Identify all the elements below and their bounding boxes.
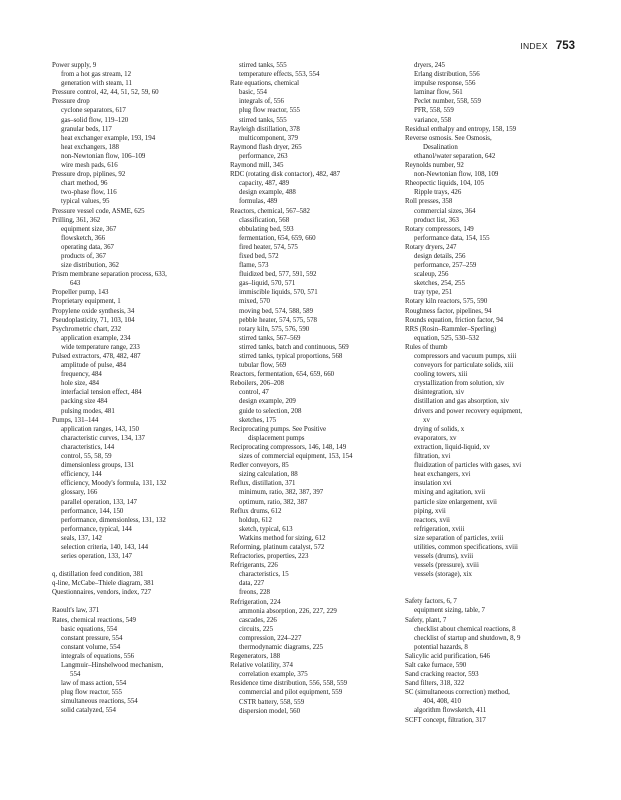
index-subentry: heat exchanger example, 193, 194	[61, 134, 156, 142]
index-subentry: simultaneous reactions, 554	[61, 698, 138, 706]
index-entry: Rates, chemical reactions, 549	[52, 616, 136, 624]
index-subentry: cyclone separators, 617	[61, 107, 126, 115]
index-subentry: holdup, 612	[239, 516, 272, 524]
index-subentry: cooling towers, xiii	[414, 371, 468, 379]
index-subentry: crystallization from solution, xiv	[414, 380, 505, 388]
index-subentry: plug flow reactor, 555	[239, 107, 300, 115]
index-subentry: design example, 209	[239, 398, 296, 406]
index-subentry: performance, dimensionless, 131, 132	[61, 516, 166, 524]
index-entry: q, distillation feed condition, 381	[52, 571, 144, 579]
index-subentry: circuits, 225	[239, 625, 274, 633]
index-subentry: stirred tanks, batch and continuous, 569	[239, 343, 349, 351]
index-subentry: pebble heater, 574, 575, 578	[239, 316, 317, 324]
index-subentry: characteristics, 15	[239, 571, 289, 579]
index-subentry: fermentation, 654, 659, 660	[239, 234, 316, 242]
index-subentry: stirred tanks, 555	[239, 116, 287, 124]
index-subentry: thermodynamic diagrams, 225	[239, 644, 324, 651]
index-entry: Reciprocating compressors, 146, 148, 149	[230, 443, 347, 451]
index-subentry: packing size 484	[61, 398, 108, 406]
index-column-1	[52, 61, 217, 716]
index-subentry: displacement pumps	[248, 434, 305, 442]
index-subentry: 643	[70, 280, 81, 288]
index-subentry: variance, 558	[414, 116, 452, 124]
section-gap	[52, 561, 217, 570]
index-subentry: correlation example, 375	[239, 671, 308, 679]
index-subentry: performance, typical, 144	[61, 525, 132, 533]
index-subentry: application ranges, 143, 150	[61, 425, 139, 433]
index-subentry: non-Newtonian flow, 108, 109	[414, 171, 499, 179]
index-subentry: granular beds, 117	[61, 125, 112, 133]
index-subentry: guide to selection, 208	[239, 407, 302, 415]
index-entry: Residual enthalpy and entropy, 158, 159	[405, 125, 517, 133]
index-subentry: commercial and pilot equipment, 559	[239, 689, 343, 697]
index-column-3	[405, 61, 575, 725]
index-subentry: dispersion model, 560	[239, 707, 301, 715]
index-subentry: Langmuir–Hinshelwood mechanism,	[61, 662, 164, 669]
index-entry: Reactors, fermentation, 654, 659, 660	[230, 371, 335, 379]
index-subentry: stirred tanks, typical proportions, 568	[239, 353, 343, 360]
index-entry: Redler conveyors, 85	[230, 462, 289, 470]
index-subentry: dimensionless groups, 131	[61, 462, 135, 470]
index-subentry: mixed, 570	[239, 298, 271, 306]
index-subentry: immiscible liquids, 570, 571	[239, 289, 318, 297]
index-subentry: checklist about chemical reactions, 8	[414, 625, 516, 633]
index-subentry: seals, 137, 142	[61, 534, 102, 542]
index-subentry: laminar flow, 561	[414, 89, 463, 97]
index-subentry: conveyors for particulate solids, xiii	[414, 362, 514, 370]
index-subentry: glossary, 166	[61, 489, 98, 497]
index-entry: Rayleigh distillation, 378	[230, 125, 300, 133]
index-subentry: data, 227	[239, 580, 265, 588]
running-head: INDEX	[520, 41, 548, 51]
index-subentry: Erlang distribution, 556	[414, 71, 480, 79]
index-subentry: amplitude of pulse, 484	[61, 362, 127, 370]
index-entry: Prism membrane separation process, 633,	[52, 271, 167, 279]
index-entry: Rotary dryers, 247	[405, 243, 457, 251]
index-column-2	[230, 61, 395, 716]
index-entry: Reciprocating pumps. See Positive	[230, 425, 327, 433]
index-entry: Pressure drop, piplines, 92	[52, 171, 126, 179]
index-subentry: constant volume, 554	[61, 643, 121, 651]
index-subentry: fired heater, 574, 575	[239, 243, 298, 251]
index-subentry: mixing and agitation, xvii	[414, 489, 486, 497]
index-subentry: vessels (pressure), xviii	[414, 562, 479, 570]
index-entry: Prilling, 361, 362	[52, 216, 101, 224]
index-subentry: cascades, 226	[239, 616, 277, 624]
index-subentry: minimum, ratio, 382, 387, 397	[239, 489, 324, 497]
index-subentry: sizing calculation, 88	[239, 471, 298, 479]
index-subentry: stirred tanks, 555	[239, 62, 287, 69]
index-subentry: xv	[423, 416, 430, 424]
index-subentry: drying of solids, x	[414, 425, 465, 433]
index-subentry: series operation, 133, 147	[61, 553, 132, 561]
index-subentry: piping, xvii	[414, 507, 446, 515]
index-subentry: compressors and vacuum pumps, xiii	[414, 353, 517, 360]
index-subentry: sketch, typical, 613	[239, 525, 293, 533]
index-subentry: PFR, 558, 559	[414, 107, 454, 115]
index-subentry: fluidized bed, 577, 591, 592	[239, 271, 317, 279]
index-subentry: interfacial tension effect, 484	[61, 389, 142, 397]
index-entry: Regenerators, 188	[230, 653, 281, 661]
index-subentry: performance, 257–259	[414, 262, 477, 270]
index-entry: Psychrometric chart, 232	[52, 325, 122, 333]
index-subentry: parallel operation, 133, 147	[61, 498, 137, 506]
index-subentry: distillation and gas absorption, xiv	[414, 398, 510, 406]
index-subentry: basic equations, 554	[61, 625, 118, 633]
index-subentry: sizes of commercial equipment, 153, 154	[239, 453, 353, 461]
index-subentry: performance data, 154, 155	[414, 234, 490, 242]
section-gap	[405, 588, 575, 597]
index-subentry: control, 55, 58, 59	[61, 453, 112, 461]
index-subentry: particle size enlargement, xvii	[414, 498, 497, 506]
index-subentry: filtration, xvi	[414, 453, 451, 461]
index-subentry: optimum, ratio, 382, 387	[239, 498, 308, 506]
index-subentry: freons, 228	[239, 589, 271, 597]
index-entry: Pressure vessel code, ASME, 625	[52, 207, 145, 215]
index-subentry: refrigeration, xviii	[414, 525, 465, 533]
index-subentry: dryers, 245	[414, 62, 446, 69]
index-subentry: basic, 554	[239, 89, 267, 97]
index-entry: Raymond mill, 345	[230, 162, 284, 170]
index-subentry: equation, 525, 530–532	[414, 334, 480, 342]
index-subentry: formulas, 489	[239, 198, 278, 206]
index-entry: Refrigerants, 226	[230, 562, 278, 570]
index-entry: Rheopectic liquids, 104, 105	[405, 180, 485, 188]
index-subentry: size distribution, 362	[61, 262, 119, 270]
index-subentry: ethanol/water separation, 642	[414, 152, 496, 160]
index-subentry: reactors, xvii	[414, 516, 450, 524]
index-subentry: impulse response, 556	[414, 80, 476, 88]
index-subentry: sketches, 175	[239, 416, 277, 424]
index-subentry: characteristic curves, 134, 137	[61, 434, 145, 442]
index-subentry: scaleup, 256	[414, 271, 449, 279]
index-entry: SC (simultaneous correction) method,	[405, 689, 510, 697]
index-entry: Propeller pump, 143	[52, 289, 109, 297]
index-subentry: wire mesh pads, 616	[61, 162, 118, 170]
index-entry: Pressure control, 42, 44, 51, 52, 59, 60	[52, 89, 159, 97]
index-entry: Reverse osmosis. See Osmosis,	[405, 134, 492, 142]
index-subentry: rotary kiln, 575, 576, 590	[239, 325, 310, 333]
index-subentry: frequency, 484	[61, 371, 102, 379]
index-subentry: flame, 573	[239, 262, 269, 270]
index-subentry: drivers and power recovery equipment,	[414, 407, 523, 415]
index-subentry: solid catalyzed, 554	[61, 707, 116, 715]
section-gap	[405, 579, 575, 588]
index-subentry: tray type, 251	[414, 289, 453, 297]
index-entry: Reflux drums, 612	[230, 507, 282, 515]
index-subentry: product list, 363	[414, 216, 459, 224]
index-subentry: classification, 568	[239, 216, 290, 224]
index-subentry: generation with steam, 11	[61, 80, 132, 88]
index-entry: SCFT concept, filtration, 317	[405, 716, 486, 724]
index-subentry: heat exchangers, xvi	[414, 471, 471, 479]
index-entry: Relative volatility, 374	[230, 662, 293, 670]
index-subentry: algorithm flowsketch, 411	[414, 707, 487, 715]
index-entry: q-line, McCabe–Thiele diagram, 381	[52, 580, 154, 588]
index-entry: Rotary compressors, 149	[405, 225, 474, 233]
index-entry: Raoult's law, 371	[52, 607, 100, 615]
index-subentry: characteristics, 144	[61, 443, 115, 451]
index-subentry: multicomponent, 379	[239, 134, 298, 142]
index-subentry: equipment size, 367	[61, 225, 117, 233]
index-subentry: integrals of equations, 556	[61, 652, 135, 660]
index-subentry: CSTR battery, 558, 559	[239, 698, 305, 706]
index-entry: Pulsed extractors, 478, 482, 487	[52, 353, 141, 360]
index-subentry: constant pressure, 554	[61, 634, 123, 642]
index-subentry: equipment sizing, table, 7	[414, 607, 485, 615]
index-subentry: temperature effects, 553, 554	[239, 71, 320, 79]
index-subentry: 554	[70, 671, 81, 679]
index-subentry: sketches, 254, 255	[414, 280, 465, 288]
index-subentry: vessels (drums), xviii	[414, 553, 474, 561]
index-entry: Questionnaires, vendors, index, 727	[52, 589, 152, 597]
index-entry: Pressure drop	[52, 98, 90, 106]
index-subentry: efficiency, Moody's formula, 131, 132	[61, 480, 167, 488]
index-subentry: typical values, 95	[61, 198, 110, 206]
index-subentry: application example, 234	[61, 334, 131, 342]
index-subentry: heat exchangers, 188	[61, 143, 119, 151]
index-subentry: fixed bed, 572	[239, 252, 279, 260]
index-subentry: gas–liquid, 570, 571	[239, 280, 296, 288]
index-subentry: ebbulating bed, 593	[239, 225, 294, 233]
index-subentry: pulsing modes, 481	[61, 407, 115, 415]
index-entry: Residence time distribution, 556, 558, 559	[230, 680, 348, 688]
index-entry: Refractories, properties, 223	[230, 553, 309, 561]
index-subentry: plug flow reactor, 555	[61, 689, 122, 697]
index-subentry: compression, 224–227	[239, 634, 302, 642]
index-subentry: insulation xvi	[414, 480, 452, 488]
index-entry: Propylene oxide synthesis, 34	[52, 307, 135, 315]
index-subentry: ammonia absorption, 226, 227, 229	[239, 607, 337, 615]
index-entry: Salicylic acid purification, 646	[405, 652, 490, 660]
index-subentry: disintegration, xiv	[414, 389, 465, 397]
index-subentry: extraction, liquid-liquid, xv	[414, 443, 490, 451]
index-subentry: evaporators, xv	[414, 434, 457, 442]
index-subentry: design example, 488	[239, 189, 296, 197]
page-header	[520, 40, 575, 52]
index-entry: Reactors, chemical, 567–582	[230, 207, 310, 215]
index-entry: Rules of thumb	[405, 343, 448, 351]
index-entry: Refrigeration, 224	[230, 598, 281, 606]
index-subentry: non-Newtonian flow, 106–109	[61, 152, 146, 160]
index-subentry: checklist of startup and shutdown, 8, 9	[414, 634, 521, 642]
index-entry: Salt cake furnace, 590	[405, 662, 467, 669]
index-subentry: two-phase flow, 116	[61, 189, 117, 197]
index-entry: Reynolds number, 92	[405, 162, 464, 170]
index-subentry: fluidization of particles with gases, xvi	[414, 462, 522, 470]
index-subentry: flowsketch, 366	[61, 234, 106, 242]
index-entry: Reforming, platinum catalyst, 572	[230, 543, 325, 551]
index-entry: Sand cracking reactor, 593	[405, 671, 479, 679]
index-subentry: performance, 144, 150	[61, 507, 124, 515]
index-subentry: moving bed, 574, 588, 589	[239, 307, 314, 315]
index-entry: Roll presses, 358	[405, 198, 453, 206]
index-subentry: Peclet number, 558, 559	[414, 98, 481, 106]
index-entry: Rotary kiln reactors, 575, 590	[405, 298, 488, 306]
index-subentry: from a hot gas stream, 12	[61, 71, 132, 79]
index-subentry: chart method, 96	[61, 180, 108, 188]
index-entry: Reboilers, 206–208	[230, 380, 284, 388]
index-subentry: 404, 408, 410	[423, 698, 461, 706]
index-subentry: Desalination	[423, 143, 458, 151]
index-entry: Reflux, distillation, 371	[230, 480, 296, 488]
page-number: 753	[555, 40, 575, 52]
index-entry: Sand filters, 318, 322	[405, 680, 465, 688]
index-subentry: gas–solid flow, 119–120	[61, 116, 129, 124]
index-subentry: size separation of particles, xviii	[414, 534, 504, 542]
index-subentry: hole size, 484	[61, 380, 100, 388]
index-entry: Pseudoplasticity, 71, 103, 104	[52, 316, 135, 324]
index-entry: Safety factors, 6, 7	[405, 598, 457, 606]
index-subentry: products of, 367	[61, 252, 106, 260]
index-subentry: Watkins method for sizing, 612	[239, 534, 326, 542]
index-subentry: stirred tanks, 567–569	[239, 334, 301, 342]
index-entry: Roughness factor, pipelines, 94	[405, 307, 492, 315]
index-subentry: wide temperature range, 233	[61, 343, 140, 351]
index-entry: Rounds equation, friction factor, 94	[405, 316, 504, 324]
index-entry: Rate equations, chemical	[230, 80, 300, 88]
index-subentry: vessels (storage), xix	[414, 571, 472, 579]
index-entry: Pumps, 131–144	[52, 416, 99, 424]
index-subentry: commercial sizes, 364	[414, 207, 476, 215]
index-subentry: integrals of, 556	[239, 98, 284, 106]
section-gap	[52, 597, 217, 606]
index-subentry: efficiency, 144	[61, 471, 102, 479]
index-entry: Proprietary equipment, 1	[52, 298, 121, 306]
index-subentry: selection criteria, 140, 143, 144	[61, 543, 149, 551]
index-subentry: Ripple trays, 426	[414, 189, 462, 197]
index-subentry: tubular flow, 569	[239, 362, 287, 370]
index-subentry: potential hazards, 8	[414, 643, 468, 651]
index-subentry: operating data, 367	[61, 243, 115, 251]
index-entry: RRS (Rosin–Rammler–Sperling)	[405, 325, 497, 333]
index-subentry: performance, 263	[239, 152, 288, 160]
index-subentry: design details, 256	[414, 252, 466, 260]
index-subentry: control, 47	[239, 389, 269, 397]
index-subentry: capacity, 487, 489	[239, 180, 290, 188]
index-subentry: utilities, common specifications, xviii	[414, 543, 518, 551]
index-entry: Raymond flash dryer, 265	[230, 143, 302, 151]
index-entry: RDC (rotating disk contactor), 482, 487	[230, 171, 341, 179]
index-entry: Safety, plant, 7	[405, 616, 447, 624]
index-entry: Power supply, 9	[52, 62, 97, 69]
index-subentry: law of mass action, 554	[61, 680, 127, 688]
